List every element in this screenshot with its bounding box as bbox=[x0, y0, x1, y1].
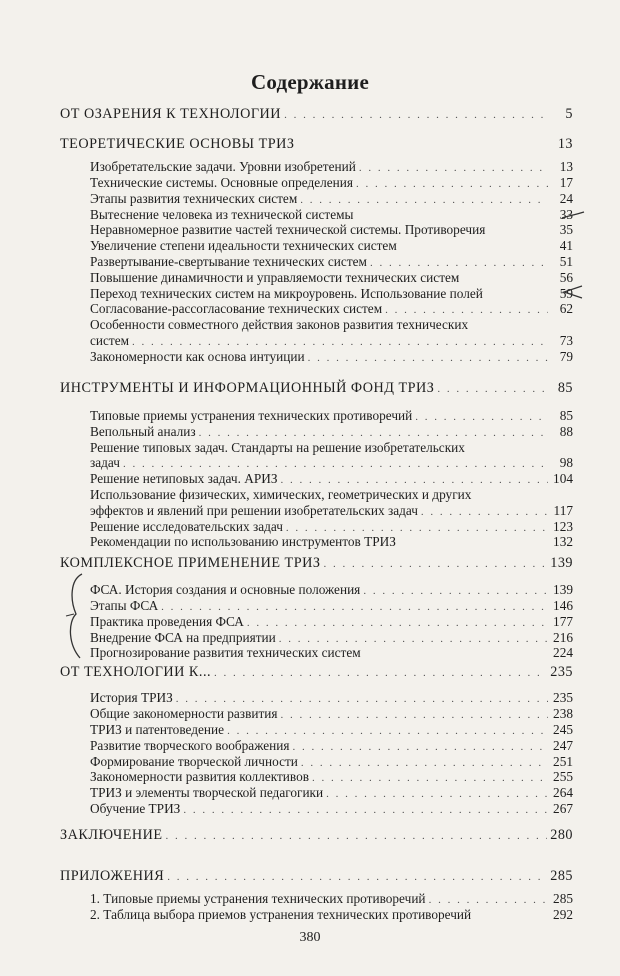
toc-entry[interactable] bbox=[90, 408, 573, 424]
page-ref: 41 bbox=[559, 238, 573, 253]
dot-leader bbox=[300, 194, 548, 206]
entry-title: Особенности совместного действия законов развития технических bbox=[90, 317, 469, 332]
section-title: ЗАКЛЮЧЕНИЕ bbox=[60, 827, 163, 843]
page-ref: 177 bbox=[553, 614, 573, 629]
dot-leader bbox=[284, 109, 548, 121]
dot-leader bbox=[281, 709, 548, 721]
page-ref: 13 bbox=[557, 136, 573, 152]
page-ref: 224 bbox=[553, 645, 573, 660]
dot-leader bbox=[227, 725, 548, 737]
dot-leader bbox=[286, 522, 548, 534]
dot-leader bbox=[356, 178, 548, 190]
entry-title: Увеличение степени идеальности технических систем bbox=[90, 238, 397, 253]
page-ref: 235 bbox=[553, 690, 573, 705]
entry-title: Закономерности как основа интуиции bbox=[90, 349, 305, 364]
entry-title-cont: задач bbox=[90, 455, 120, 470]
dot-leader bbox=[199, 427, 548, 439]
page-ref: 98 bbox=[559, 455, 573, 470]
entry-title: Повышение динамичности и управляемости технических систем bbox=[90, 270, 460, 285]
page-ref: 292 bbox=[553, 907, 573, 922]
entry-title: Переход технических систем на микроуровень. Использование полей bbox=[90, 286, 483, 301]
entry-title: Изобретательские задачи. Уровни изобретений bbox=[90, 159, 356, 174]
toc-entry[interactable] bbox=[90, 769, 573, 785]
page-ref: 85 bbox=[559, 408, 573, 423]
entry-title: ТРИЗ и элементы творческой педагогики bbox=[90, 785, 324, 800]
dot-leader bbox=[359, 162, 548, 174]
toc-entry[interactable] bbox=[90, 690, 573, 706]
section-title: ИНСТРУМЕНТЫ И ИНФОРМАЦИОННЫЙ ФОНД ТРИЗ bbox=[60, 380, 435, 396]
dot-leader bbox=[301, 757, 548, 769]
entry-title: Использование физических, химических, геометрических и других bbox=[90, 487, 472, 502]
entry-title: Внедрение ФСА на предприятии bbox=[90, 630, 276, 645]
page-ref: 247 bbox=[553, 738, 573, 753]
pencil-checkmark-icon bbox=[560, 206, 590, 226]
toc-entry[interactable] bbox=[90, 222, 573, 238]
page-ref: 17 bbox=[559, 175, 573, 190]
dot-leader bbox=[292, 741, 548, 753]
dot-leader bbox=[308, 352, 548, 364]
section-title: ТЕОРЕТИЧЕСКИЕ ОСНОВЫ ТРИЗ bbox=[60, 136, 295, 152]
page-ref: 88 bbox=[559, 424, 573, 439]
page-ref: 280 bbox=[550, 827, 573, 843]
entry-title: Обучение ТРИЗ bbox=[90, 801, 181, 816]
toc-entry[interactable] bbox=[90, 722, 573, 738]
entry-title: Практика проведения ФСА bbox=[90, 614, 244, 629]
page-ref: 139 bbox=[550, 555, 573, 571]
dot-leader bbox=[132, 336, 548, 348]
toc-entry[interactable] bbox=[90, 785, 573, 801]
entry-title: Этапы ФСА bbox=[90, 598, 159, 613]
toc-section[interactable] bbox=[60, 555, 573, 572]
page-ref: 104 bbox=[553, 471, 573, 486]
page-ref: 235 bbox=[550, 664, 573, 680]
page-ref: 5 bbox=[565, 106, 573, 122]
toc-entry[interactable] bbox=[90, 706, 573, 722]
toc-entry[interactable] bbox=[90, 471, 573, 487]
toc-entry[interactable] bbox=[90, 286, 573, 302]
page-ref: 117 bbox=[553, 503, 573, 518]
toc-entry[interactable] bbox=[90, 891, 573, 907]
page-ref: 285 bbox=[550, 868, 573, 884]
toc-entry[interactable] bbox=[90, 333, 573, 349]
entry-title: Решение исследовательских задач bbox=[90, 519, 283, 534]
dot-leader bbox=[279, 633, 548, 645]
entry-title: Формирование творческой личности bbox=[90, 754, 298, 769]
dot-leader bbox=[323, 558, 547, 570]
page-ref: 267 bbox=[553, 801, 573, 816]
toc-entry[interactable] bbox=[90, 503, 573, 519]
entry-title: 2. Таблица выбора приемов устранения технических противоречий bbox=[90, 907, 472, 922]
dot-leader bbox=[281, 474, 548, 486]
page-ref: 139 bbox=[553, 582, 573, 597]
entry-title: Развитие творческого воображения bbox=[90, 738, 290, 753]
toc-entry[interactable] bbox=[90, 191, 573, 207]
entry-title: Неравномерное развитие частей технической системы. Противоречия bbox=[90, 222, 486, 237]
entry-title: Развертывание-свертывание технических систем bbox=[90, 254, 367, 269]
pencil-arrow-icon bbox=[560, 283, 590, 303]
entry-title: Типовые приемы устранения технических противоречий bbox=[90, 408, 413, 423]
entry-title: Рекомендации по использованию инструментов ТРИЗ bbox=[90, 534, 396, 549]
page-ref: 51 bbox=[559, 254, 573, 269]
toc-entry[interactable] bbox=[90, 301, 573, 317]
page-ref: 255 bbox=[553, 769, 573, 784]
page-number: 380 bbox=[299, 930, 321, 945]
toc-entry[interactable] bbox=[90, 270, 573, 286]
page-ref: 56 bbox=[559, 270, 573, 285]
page-ref: 146 bbox=[553, 598, 573, 613]
page-ref: 264 bbox=[553, 785, 573, 800]
dot-leader bbox=[312, 772, 548, 784]
entry-title: История ТРИЗ bbox=[90, 690, 173, 705]
page-ref: 33 bbox=[559, 207, 573, 222]
entry-title: ФСА. История создания и основные положения bbox=[90, 582, 361, 597]
entry-title: Вепольный анализ bbox=[90, 424, 196, 439]
toc-entry[interactable] bbox=[90, 614, 573, 630]
toc-entry[interactable] bbox=[90, 630, 573, 646]
page-ref: 73 bbox=[559, 333, 573, 348]
entry-title: Согласование-рассогласование технических систем bbox=[90, 301, 383, 316]
toc-section[interactable] bbox=[60, 106, 573, 123]
toc-entry[interactable] bbox=[90, 598, 573, 614]
entry-title: ТРИЗ и патентоведение bbox=[90, 722, 225, 737]
toc-section[interactable] bbox=[60, 664, 573, 681]
pencil-brace-icon bbox=[62, 570, 88, 662]
entry-title-cont: систем bbox=[90, 333, 130, 348]
entry-title: Общие закономерности развития bbox=[90, 706, 278, 721]
page-ref: 216 bbox=[553, 630, 573, 645]
page-ref: 123 bbox=[553, 519, 573, 534]
dot-leader bbox=[214, 667, 547, 679]
dot-leader bbox=[363, 585, 548, 597]
dot-leader bbox=[176, 693, 548, 705]
page-ref: 132 bbox=[553, 534, 573, 549]
toc-entry[interactable] bbox=[90, 207, 573, 223]
toc-entry[interactable] bbox=[90, 907, 573, 923]
toc-entry[interactable] bbox=[90, 424, 573, 440]
entry-title: Решение типовых задач. Стандарты на решение изобретательских bbox=[90, 440, 465, 455]
page-ref: 62 bbox=[559, 301, 573, 316]
section-title: ПРИЛОЖЕНИЯ bbox=[60, 868, 165, 884]
dot-leader bbox=[370, 257, 548, 269]
section-title: ОТ ТЕХНОЛОГИИ К... bbox=[60, 664, 212, 680]
page-ref: 13 bbox=[559, 159, 573, 174]
entry-title: Закономерности развития коллективов bbox=[90, 769, 310, 784]
toc-entry[interactable] bbox=[90, 238, 573, 254]
entry-title: Технические системы. Основные определения bbox=[90, 175, 353, 190]
dot-leader bbox=[415, 411, 548, 423]
toc-entry[interactable] bbox=[90, 455, 573, 471]
dot-leader bbox=[161, 601, 548, 613]
toc-section[interactable] bbox=[60, 136, 573, 153]
toc-entry[interactable] bbox=[90, 582, 573, 598]
page-ref: 251 bbox=[553, 754, 573, 769]
dot-leader bbox=[123, 458, 548, 470]
dot-leader bbox=[421, 506, 548, 518]
toc-entry[interactable] bbox=[90, 801, 573, 817]
page-ref: 59 bbox=[559, 286, 573, 301]
page-ref: 238 bbox=[553, 706, 573, 721]
toc-section[interactable] bbox=[60, 827, 573, 844]
page-ref: 285 bbox=[553, 891, 573, 906]
dot-leader bbox=[326, 788, 548, 800]
entry-title: 1. Типовые приемы устранения технических противоречий bbox=[90, 891, 426, 906]
dot-leader bbox=[183, 804, 548, 816]
page-ref: 85 bbox=[557, 380, 573, 396]
page-ref: 35 bbox=[559, 222, 573, 237]
entry-title: Решение нетиповых задач. АРИЗ bbox=[90, 471, 278, 486]
toc-entry[interactable] bbox=[90, 159, 573, 175]
entry-title: Прогнозирование развития технических систем bbox=[90, 645, 361, 660]
entry-title: Этапы развития технических систем bbox=[90, 191, 298, 206]
toc-entry[interactable] bbox=[90, 645, 573, 661]
dot-leader bbox=[385, 304, 548, 316]
dot-leader bbox=[247, 617, 548, 629]
section-title: КОМПЛЕКСНОЕ ПРИМЕНЕНИЕ ТРИЗ bbox=[60, 555, 321, 571]
toc-entry[interactable] bbox=[90, 254, 573, 270]
toc-entry[interactable] bbox=[90, 519, 573, 535]
section-title: ОТ ОЗАРЕНИЯ К ТЕХНОЛОГИИ bbox=[60, 106, 282, 122]
toc-entry[interactable] bbox=[90, 349, 573, 365]
toc-entry[interactable] bbox=[90, 738, 573, 754]
page-ref: 24 bbox=[559, 191, 573, 206]
toc-entry[interactable] bbox=[90, 534, 573, 550]
dot-leader bbox=[437, 383, 548, 395]
dot-leader bbox=[429, 894, 548, 906]
page-title: Содержание bbox=[251, 70, 369, 94]
entry-title: Вытеснение человека из технической системы bbox=[90, 207, 354, 222]
page-ref: 245 bbox=[553, 722, 573, 737]
toc-entry[interactable] bbox=[90, 175, 573, 191]
toc-section[interactable] bbox=[60, 380, 573, 397]
dot-leader bbox=[167, 871, 547, 883]
entry-title-cont: эффектов и явлений при решении изобретательских задач bbox=[90, 503, 418, 518]
toc-section[interactable] bbox=[60, 868, 573, 885]
dot-leader bbox=[166, 830, 548, 842]
page-ref: 79 bbox=[559, 349, 573, 364]
toc-entry[interactable] bbox=[90, 754, 573, 770]
